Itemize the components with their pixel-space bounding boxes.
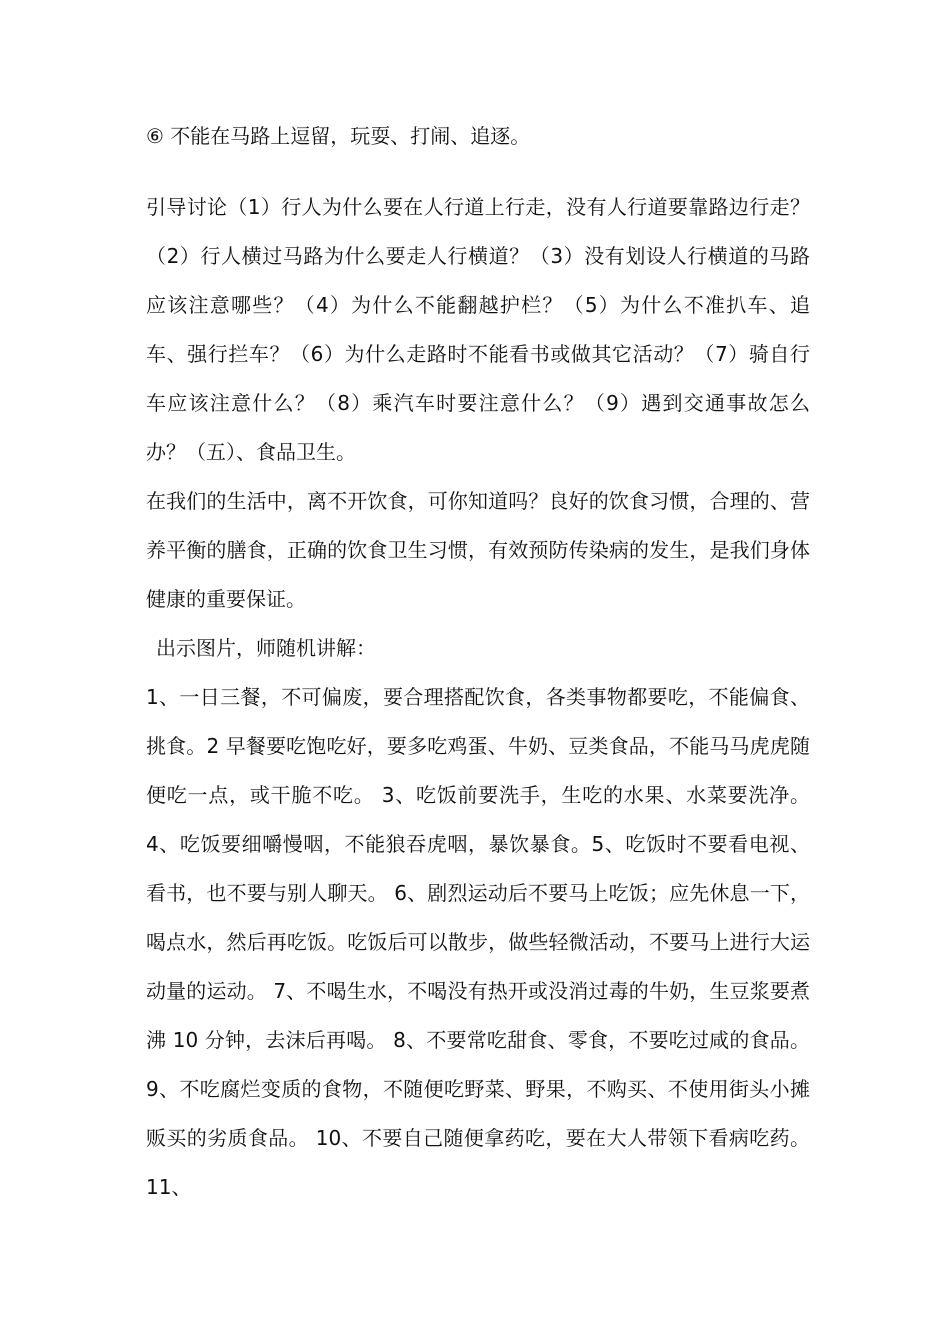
- document-body: [146, 112, 810, 1212]
- paragraph-safety-rule-6: ⑥ 不能在马路上逗留，玩耍、打闹、追逐。: [146, 124, 531, 148]
- paragraph-discussion-questions: 引导讨论（1）行人为什么要在人行道上行走，没有人行道要靠路边行走？（2）行人横过马路为什么要走人行横道？（3）没有划设人行横道的马路应该注意哪些？（4）为什么不能翻越护栏？（5）为什么不准扒车、追车、强行拦车？（6）为什么走路时不能看书或做其它活动？（7）骑自行车应该注意什么？（8）乘汽车时要注意什么？（9）遇到交通事故怎么办？（五）、食品卫生。: [146, 195, 810, 464]
- paragraph-food-hygiene-intro: 在我们的生活中，离不开饮食，可你知道吗？良好的饮食习惯，合理的、营养平衡的膳食，正确的饮食卫生习惯，有效预防传染病的发生，是我们身体健康的重要保证。: [146, 489, 810, 611]
- paragraph-food-hygiene-rules: 1、一日三餐，不可偏废，要合理搭配饮食，各类事物都要吃，不能偏食、挑食。2 早餐要吃饱吃好，要多吃鸡蛋、牛奶、豆类食品，不能马马虎虎随便吃一点，或干脆不吃。 3、吃饭前要洗手，生吃的水果、水菜要洗净。 4、吃饭要细嚼慢咽，不能狼吞虎咽，暴饮暴食。5、吃饭时不要看电视、看书，也不要与别人聊天。 6、剧烈运动后不要马上吃饭；应先休息一下，喝点水，然后再吃饭。吃饭后可以散步，做些轻微活动，不要马上进行大运动量的运动。 7、不喝生水，不喝没有热开或没消过毒的牛奶，生豆浆要煮沸 10 分钟，去沫后再喝。 8、不要常吃甜食、零食，不要吃过咸的食品。 9、不吃腐烂变质的食物，不随便吃野菜、野果，不购买、不使用街头小摊贩买的劣质食品。 10、不要自己随便拿药吃，要在大人带领下看病吃药。 11、: [146, 685, 810, 1199]
- paragraph-show-pictures: 出示图片，师随机讲解：: [156, 636, 376, 660]
